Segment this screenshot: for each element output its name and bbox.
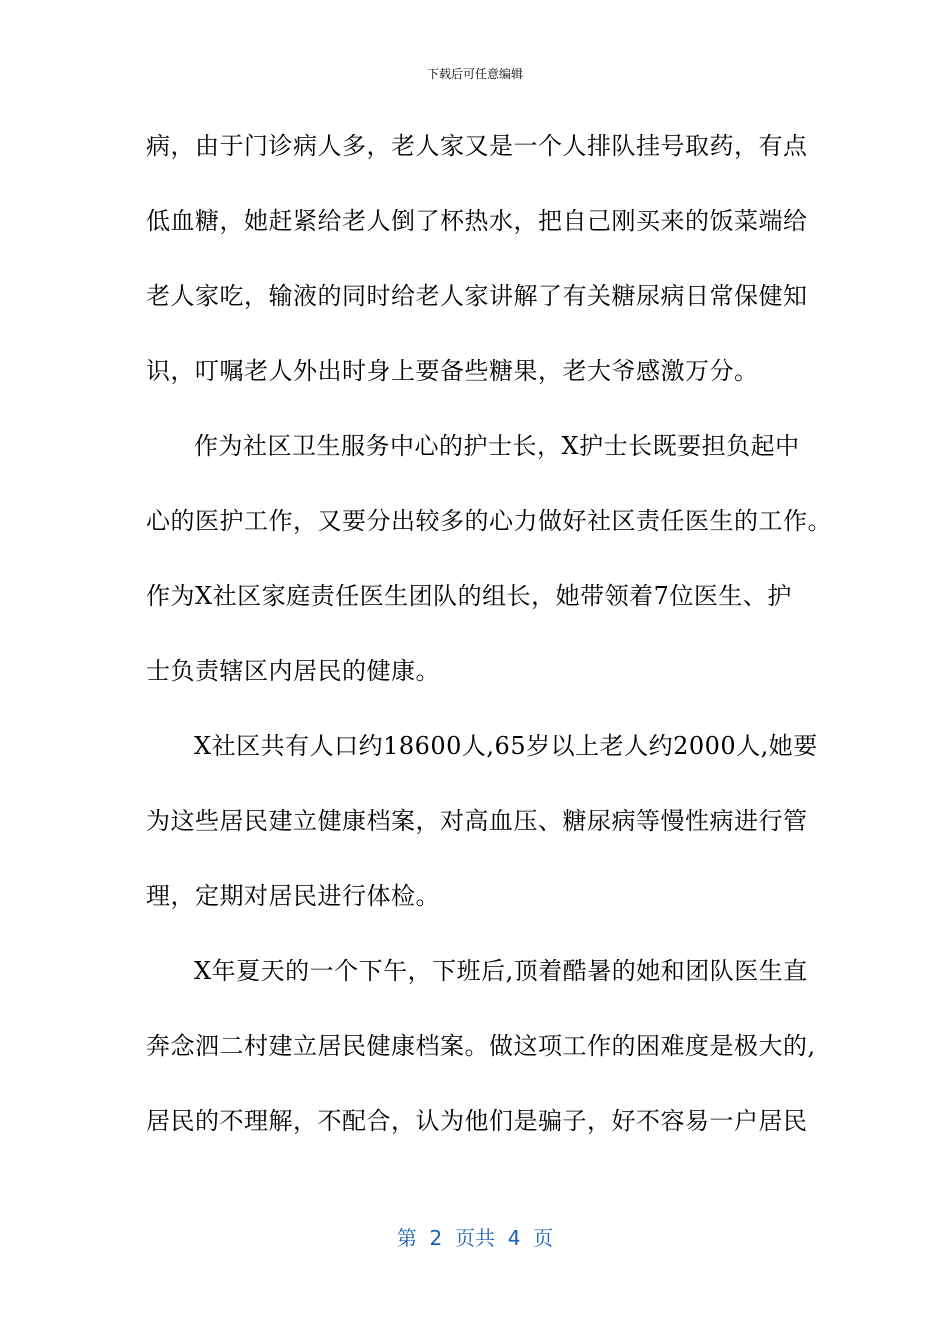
text-line: 居民的不理解，不配合，认为他们是骗子，好不容易一户居民 xyxy=(146,1107,808,1135)
paragraph-start-line: 作为社区卫生服务中心的护士长，X护士长既要担负起中 xyxy=(194,432,800,460)
paragraph-start-line: X年夏天的一个下午，下班后,顶着酷暑的她和团队医生直 xyxy=(194,957,808,985)
text-line: 奔念泗二村建立居民健康档案。做这项工作的困难度是极大的, xyxy=(146,1032,816,1060)
page-header: 下载后可任意编辑 xyxy=(426,67,523,81)
text-line: 理，定期对居民进行体检。 xyxy=(146,882,440,910)
document-body xyxy=(146,118,832,1168)
text-line: 作为X社区家庭责任医生团队的组长，她带领着7位医生、护 xyxy=(146,582,792,610)
text-line: 低血糖，她赶紧给老人倒了杯热水，把自己刚买来的饭菜端给 xyxy=(146,207,808,235)
text-line: 为这些居民建立健康档案，对高血压、糖尿病等慢性病进行管 xyxy=(146,807,808,835)
paragraph-start-line: X社区共有人口约18600人,65岁以上老人约2000人,她要 xyxy=(194,732,818,760)
text-line: 心的医护工作，又要分出较多的心力做好社区责任医生的工作。 xyxy=(146,507,832,535)
text-line: 识，叮嘱老人外出时身上要备些糖果，老大爷感激万分。 xyxy=(146,357,759,385)
page-number-footer: 第 2 页共 4 页 xyxy=(396,1226,554,1250)
text-line: 士负责辖区内居民的健康。 xyxy=(146,657,440,685)
text-line: 老人家吃，输液的同时给老人家讲解了有关糖尿病日常保健知 xyxy=(146,282,808,310)
text-line: 病，由于门诊病人多，老人家又是一个人排队挂号取药，有点 xyxy=(146,132,808,160)
